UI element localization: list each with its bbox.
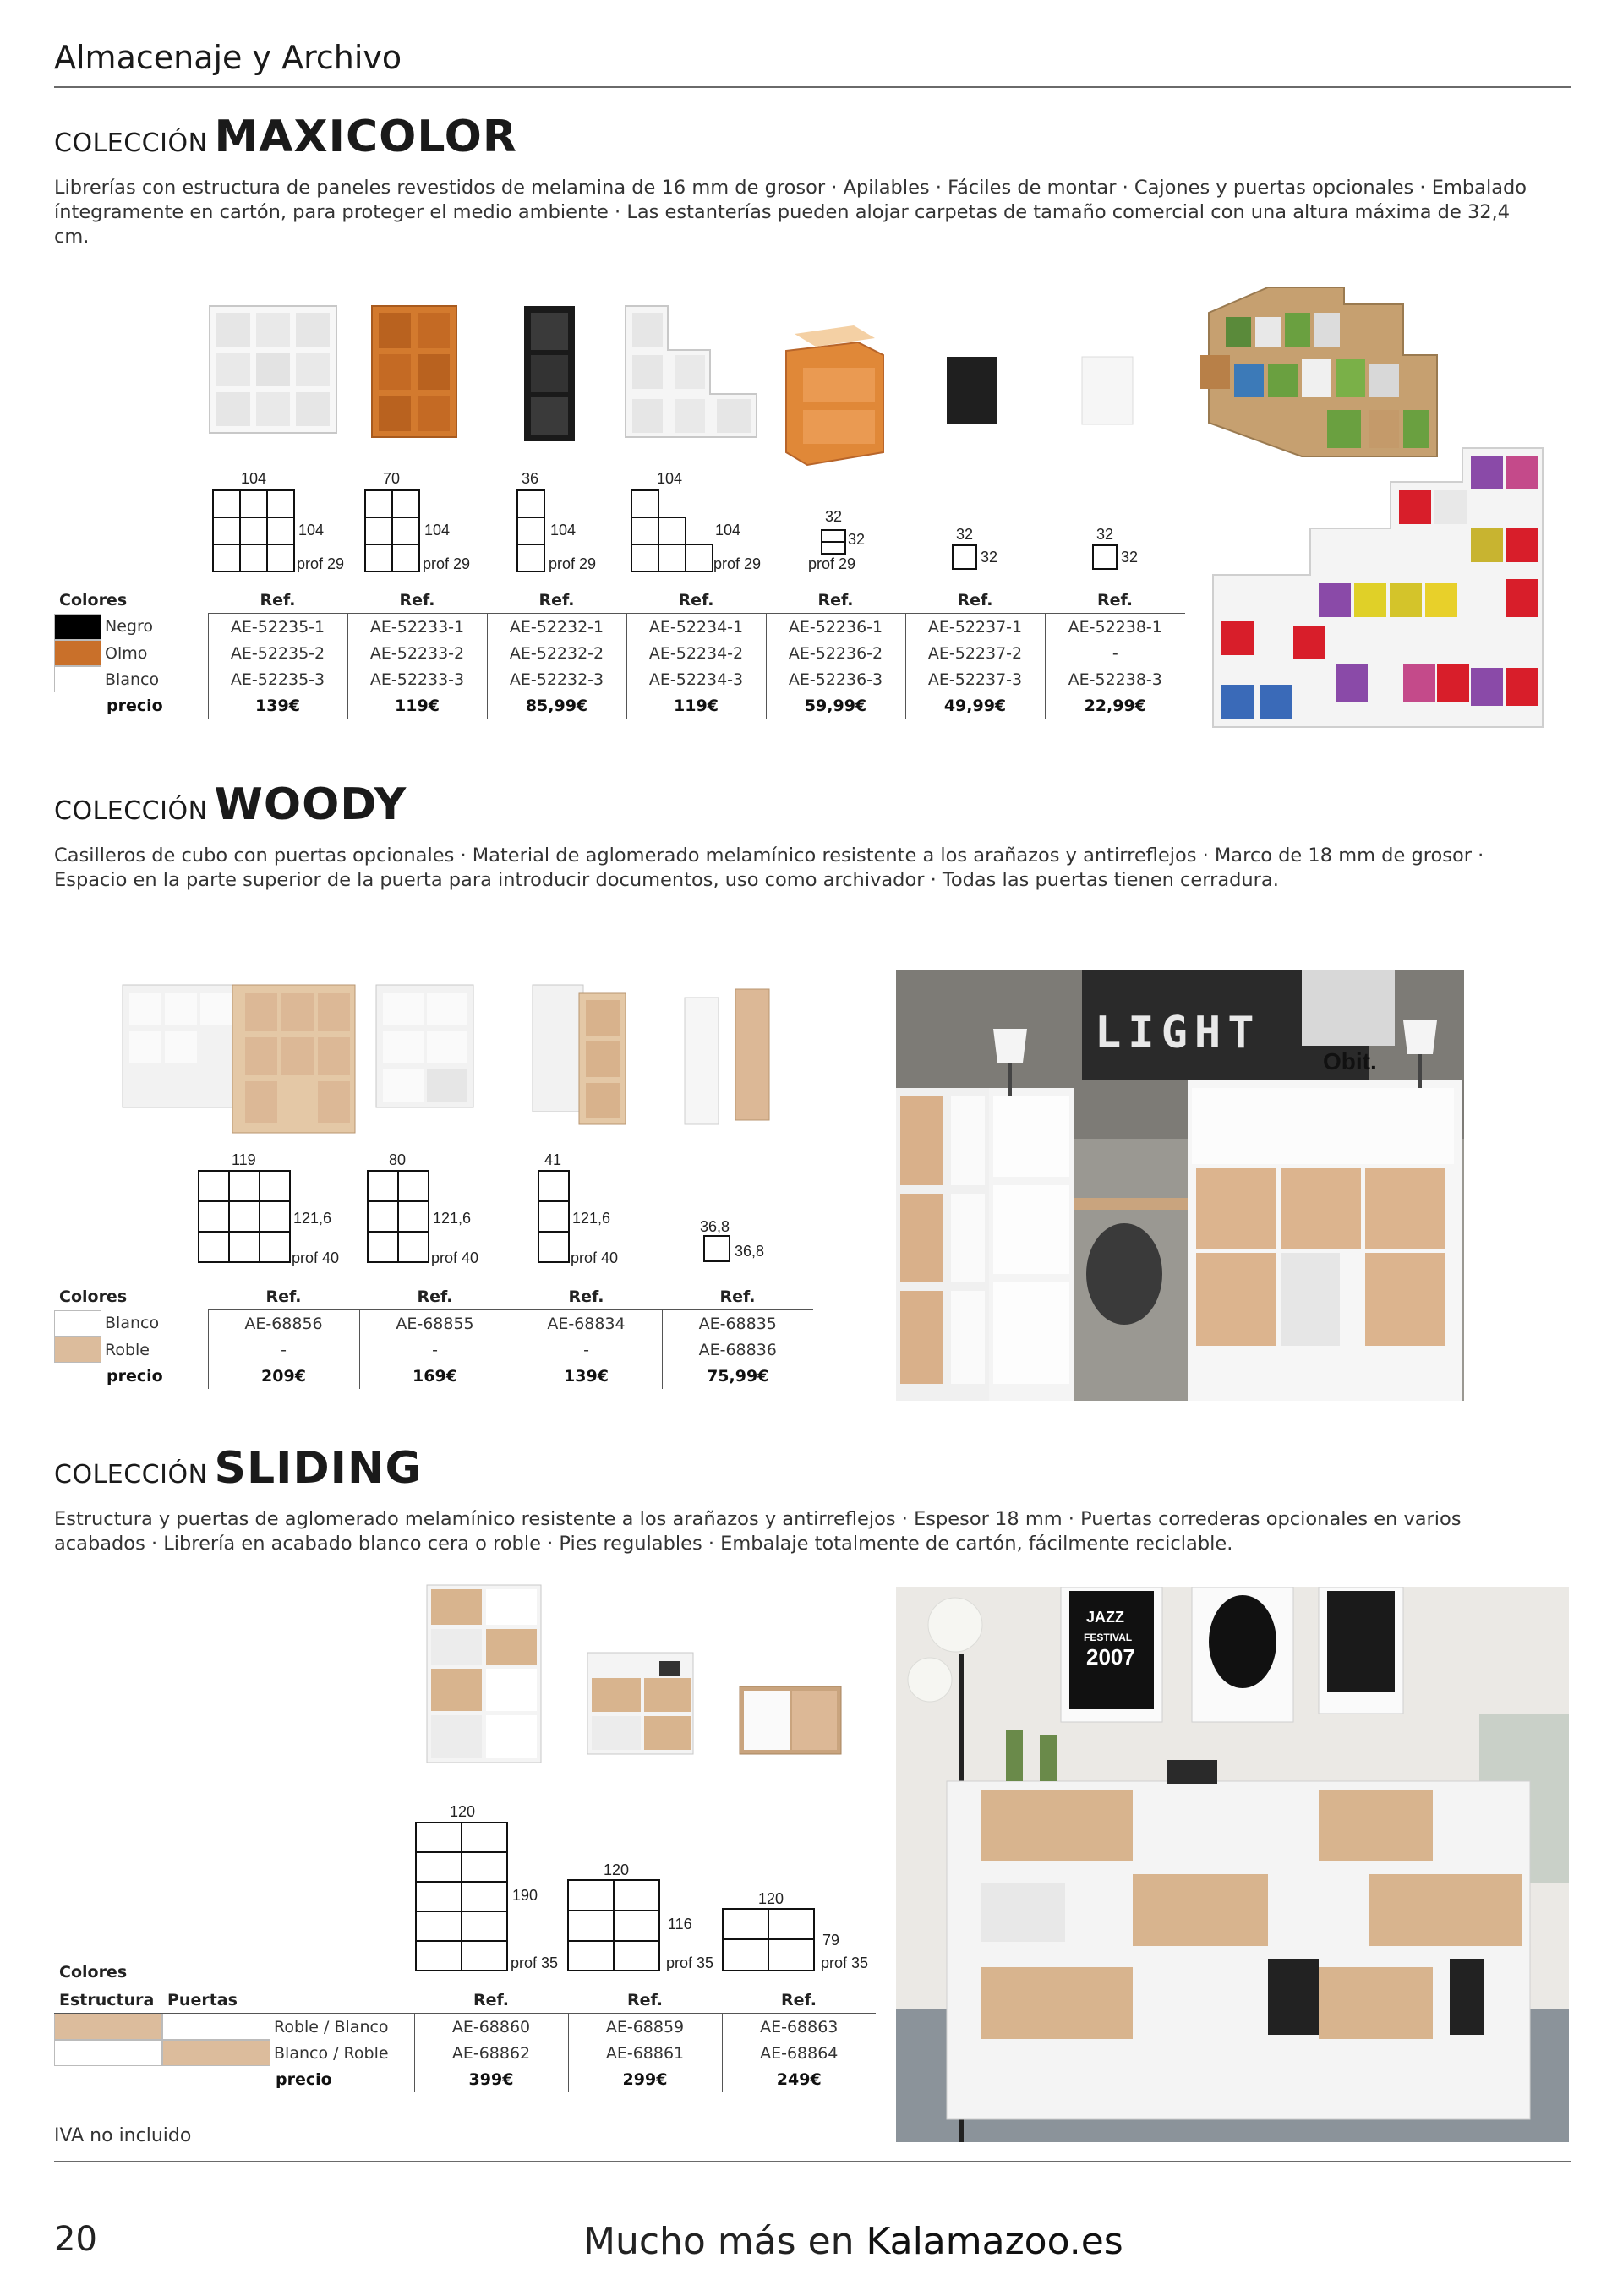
price-row bbox=[54, 1363, 813, 1389]
ref-cell: AE-52238-1 bbox=[1045, 614, 1185, 641]
price-cell: 209€ bbox=[208, 1363, 359, 1389]
dim-height: 104 bbox=[298, 522, 325, 538]
table-row bbox=[54, 1310, 813, 1337]
dim-width: 120 bbox=[758, 1890, 784, 1907]
ref-header: Ref. bbox=[662, 1283, 813, 1310]
ref-cell: AE-52232-1 bbox=[487, 614, 626, 641]
ref-header: Ref. bbox=[626, 587, 766, 614]
price-cell: 75,99€ bbox=[662, 1363, 813, 1389]
table-row bbox=[54, 614, 1185, 641]
structure-swatch-white bbox=[54, 2040, 162, 2066]
photo-sign-light: LIGHT bbox=[1095, 1008, 1261, 1058]
price-cell: 299€ bbox=[568, 2066, 722, 2092]
maxicolor-dimension-diagrams bbox=[203, 486, 1192, 579]
sliding-table bbox=[54, 1987, 876, 2092]
ref-header: Ref. bbox=[487, 587, 626, 614]
ref-cell: AE-68859 bbox=[568, 2014, 722, 2041]
dim-width: 41 bbox=[544, 1151, 562, 1168]
maxicolor-name: MAXICOLOR bbox=[214, 112, 517, 162]
colors-header: Colores bbox=[59, 1963, 128, 1982]
maxicolor-heading bbox=[54, 112, 517, 162]
color-name: Blanco / Roble bbox=[274, 2043, 389, 2063]
structure-header: Estructura bbox=[54, 1987, 162, 2014]
maxicolor-photo-white-stack bbox=[1209, 448, 1547, 740]
ref-cell: AE-52234-1 bbox=[626, 614, 766, 641]
dim-depth: prof 35 bbox=[821, 1954, 869, 1971]
ref-header: Ref. bbox=[347, 587, 487, 614]
poster-text: JAZZ bbox=[1086, 1609, 1124, 1626]
diagram-door-black bbox=[953, 545, 976, 569]
diagram-woody-3 bbox=[538, 1171, 569, 1262]
dim-depth: prof 29 bbox=[423, 555, 471, 572]
table-row bbox=[54, 640, 1185, 666]
ref-cell: AE-52236-2 bbox=[766, 640, 905, 666]
dim-height: 104 bbox=[550, 522, 577, 538]
sliding-description-line: acabados · Librería en acabado blanco cera o roble · Pies regulables · Embalaje totalmente de cartón, fácilmente reciclable. bbox=[54, 1533, 1233, 1555]
woody-office-photo bbox=[896, 970, 1464, 1401]
ref-cell: - bbox=[359, 1337, 511, 1363]
maxicolor-table bbox=[54, 587, 1185, 719]
ref-cell: AE-52236-3 bbox=[766, 666, 905, 692]
ref-header: Ref. bbox=[568, 1987, 722, 2014]
woody-heading bbox=[54, 779, 407, 830]
dim-height: 79 bbox=[822, 1932, 840, 1949]
ref-cell: AE-52237-2 bbox=[905, 640, 1045, 666]
ref-header: Ref. bbox=[722, 1987, 876, 2014]
price-row bbox=[54, 692, 1185, 719]
woody-description-line: Casilleros de cubo con puertas opcionales · Material de aglomerado melamínico resistente a los arañazos y antirreflejos · Marco de 18 mm de grosor · bbox=[54, 845, 1484, 866]
ref-cell: AE-68836 bbox=[662, 1337, 813, 1363]
dim-width: 80 bbox=[389, 1151, 407, 1168]
colors-header: Colores bbox=[59, 1287, 128, 1306]
ref-cell: AE-68860 bbox=[414, 2014, 568, 2041]
sliding-description-line: Estructura y puertas de aglomerado melamínico resistente a los arañazos y antirreflejos · Espesor 18 mm · Puertas correderas opcionales en varios bbox=[54, 1508, 1462, 1530]
dim-height: 116 bbox=[668, 1916, 692, 1932]
price-label: precio bbox=[107, 696, 163, 715]
shelf-3x3-white bbox=[210, 306, 336, 433]
price-cell: 249€ bbox=[722, 2066, 876, 2092]
sliding-bookcase-tall bbox=[427, 1585, 541, 1763]
color-swatch-oak bbox=[54, 1337, 101, 1363]
diagram-stair bbox=[631, 490, 713, 571]
diagram-sliding-low bbox=[723, 1909, 814, 1971]
poster-text: 2007 bbox=[1086, 1644, 1135, 1670]
dim-depth: prof 35 bbox=[666, 1954, 714, 1971]
color-name: Roble / Blanco bbox=[274, 2017, 389, 2036]
footer-tagline-prefix: Mucho más en bbox=[583, 2220, 855, 2263]
dim-width: 120 bbox=[604, 1861, 630, 1878]
shelf-stair-white bbox=[626, 306, 757, 437]
table-row bbox=[54, 666, 1185, 692]
dim-height: 32 bbox=[981, 549, 998, 566]
door-swatch-oak bbox=[162, 2040, 270, 2066]
header-divider bbox=[54, 86, 1571, 88]
price-cell: 85,99€ bbox=[487, 692, 626, 719]
price-cell: 139€ bbox=[208, 692, 347, 719]
shelf-2x3-olmo bbox=[372, 306, 456, 437]
door-swatch-white bbox=[162, 2014, 270, 2040]
dim-height: 121,6 bbox=[293, 1210, 332, 1227]
price-cell: 59,99€ bbox=[766, 692, 905, 719]
ref-cell: AE-68864 bbox=[722, 2040, 876, 2066]
ref-cell: AE-68855 bbox=[359, 1310, 511, 1337]
diagram-sliding-tall bbox=[416, 1823, 507, 1971]
door-white bbox=[1082, 357, 1133, 424]
ref-cell: AE-52232-2 bbox=[487, 640, 626, 666]
dim-height: 104 bbox=[715, 522, 741, 538]
price-cell: 169€ bbox=[359, 1363, 511, 1389]
dim-depth: prof 29 bbox=[808, 555, 856, 572]
dim-width: 104 bbox=[657, 470, 683, 487]
maxicolor-photo-olmo-stack bbox=[1200, 254, 1454, 465]
woody-office-scene bbox=[896, 970, 1464, 1401]
diagram-drawer bbox=[822, 530, 845, 554]
ref-cell: AE-52234-3 bbox=[626, 666, 766, 692]
woody-locker-6 bbox=[376, 985, 473, 1107]
dim-height: 104 bbox=[424, 522, 451, 538]
dim-height: 121,6 bbox=[572, 1210, 611, 1227]
woody-dimension-diagrams bbox=[194, 1167, 786, 1268]
woody-table bbox=[54, 1283, 813, 1389]
sliding-product-images bbox=[423, 1581, 862, 1767]
ref-cell: AE-68863 bbox=[722, 2014, 876, 2041]
color-name: Blanco bbox=[105, 1314, 160, 1333]
ref-cell: AE-52237-1 bbox=[905, 614, 1045, 641]
dim-height: 32 bbox=[848, 531, 866, 548]
color-name: Olmo bbox=[105, 643, 148, 663]
woody-locker-3 bbox=[533, 985, 626, 1124]
ref-header: Ref. bbox=[905, 587, 1045, 614]
sliding-room-photo bbox=[896, 1587, 1569, 2142]
ref-cell: - bbox=[1045, 640, 1185, 666]
dim-depth: prof 29 bbox=[297, 555, 345, 572]
dim-width: 32 bbox=[956, 526, 974, 543]
sliding-bookcase-medium bbox=[587, 1653, 693, 1754]
diagram-sliding-medium bbox=[568, 1880, 659, 1971]
dim-height: 32 bbox=[1121, 549, 1139, 566]
dim-width: 36 bbox=[522, 470, 539, 487]
color-name: Blanco bbox=[105, 670, 160, 689]
ref-cell: AE-68856 bbox=[208, 1310, 359, 1337]
woody-doors bbox=[685, 989, 769, 1124]
color-swatch-white bbox=[54, 666, 101, 692]
section-title: Almacenaje y Archivo bbox=[54, 39, 402, 76]
doors-header: Puertas bbox=[162, 1987, 270, 2014]
ref-header: Ref. bbox=[511, 1283, 662, 1310]
ref-cell: AE-68834 bbox=[511, 1310, 662, 1337]
color-name: Negro bbox=[105, 617, 153, 637]
woody-locker-9 bbox=[123, 985, 355, 1133]
ref-header: Ref. bbox=[1045, 587, 1185, 614]
ref-cell: - bbox=[511, 1337, 662, 1363]
dim-width: 70 bbox=[383, 470, 401, 487]
price-cell: 399€ bbox=[414, 2066, 568, 2092]
sliding-heading bbox=[54, 1443, 422, 1494]
ref-cell: AE-68835 bbox=[662, 1310, 813, 1337]
ref-header: Ref. bbox=[766, 587, 905, 614]
price-cell: 49,99€ bbox=[905, 692, 1045, 719]
price-cell: 119€ bbox=[347, 692, 487, 719]
ref-cell: AE-68862 bbox=[414, 2040, 568, 2066]
diagram-door-white bbox=[1093, 545, 1117, 569]
dim-depth: prof 40 bbox=[571, 1249, 619, 1266]
diagram-2x3 bbox=[365, 490, 419, 571]
color-swatch-white bbox=[54, 1310, 101, 1337]
shelf-1x3-black bbox=[524, 306, 575, 441]
table-row bbox=[54, 2014, 876, 2041]
price-cell: 119€ bbox=[626, 692, 766, 719]
woody-name: WOODY bbox=[214, 779, 407, 830]
price-row bbox=[54, 2066, 876, 2092]
dim-depth: prof 35 bbox=[511, 1954, 559, 1971]
diagram-3x3 bbox=[213, 490, 294, 571]
dim-width: 32 bbox=[825, 508, 843, 525]
maxicolor-label: COLECCIÓN bbox=[54, 128, 208, 158]
ref-cell: AE-52236-1 bbox=[766, 614, 905, 641]
price-cell: 139€ bbox=[511, 1363, 662, 1389]
ref-cell: AE-52234-2 bbox=[626, 640, 766, 666]
ref-cell: AE-68861 bbox=[568, 2040, 722, 2066]
page-number: 20 bbox=[54, 2220, 97, 2259]
ref-cell: AE-52232-3 bbox=[487, 666, 626, 692]
dim-depth: prof 40 bbox=[292, 1249, 340, 1266]
ref-header: Ref. bbox=[208, 1283, 359, 1310]
woody-description-line: Espacio en la parte superior de la puerta para introducir documentos, uso como archivador · Todas las puertas tienen cerradura. bbox=[54, 869, 1279, 891]
ref-cell: AE-52235-2 bbox=[208, 640, 347, 666]
ref-header: Ref. bbox=[359, 1283, 511, 1310]
sliding-description bbox=[54, 1507, 1542, 1556]
footer-tagline bbox=[583, 2220, 1123, 2263]
ref-cell: AE-52235-3 bbox=[208, 666, 347, 692]
dim-height: 190 bbox=[512, 1887, 538, 1904]
color-swatch-black bbox=[54, 614, 101, 640]
diagram-1x3 bbox=[517, 490, 544, 571]
footer-divider bbox=[54, 2161, 1571, 2162]
sliding-name: SLIDING bbox=[214, 1443, 423, 1494]
vat-note: IVA no incluido bbox=[54, 2125, 192, 2146]
footer-site-link[interactable]: Kalamazoo.es bbox=[866, 2220, 1123, 2263]
price-label: precio bbox=[276, 2069, 332, 2089]
sliding-room-scene bbox=[896, 1587, 1569, 2142]
dim-height: 36,8 bbox=[735, 1243, 765, 1260]
table-row bbox=[54, 2040, 876, 2066]
price-label: precio bbox=[107, 1366, 163, 1386]
dim-width: 119 bbox=[232, 1151, 256, 1168]
diagram-woody-9 bbox=[199, 1171, 290, 1262]
dim-width: 104 bbox=[241, 470, 267, 487]
structure-swatch-oak bbox=[54, 2014, 162, 2040]
ref-cell: AE-52235-1 bbox=[208, 614, 347, 641]
sliding-label: COLECCIÓN bbox=[54, 1460, 208, 1490]
photo-brand: Obit. bbox=[1323, 1048, 1377, 1074]
maxicolor-product-images bbox=[194, 287, 1167, 456]
ref-cell: - bbox=[208, 1337, 359, 1363]
color-swatch-olmo bbox=[54, 640, 101, 666]
dim-width: 120 bbox=[450, 1803, 476, 1820]
ref-cell: AE-52233-2 bbox=[347, 640, 487, 666]
dim-width: 32 bbox=[1096, 526, 1114, 543]
dim-height: 121,6 bbox=[433, 1210, 472, 1227]
poster-text: FESTIVAL bbox=[1084, 1632, 1133, 1643]
ref-cell: AE-52233-3 bbox=[347, 666, 487, 692]
price-cell: 22,99€ bbox=[1045, 692, 1185, 719]
ref-cell: AE-52238-3 bbox=[1045, 666, 1185, 692]
door-black bbox=[947, 357, 997, 424]
maxicolor-description-line: íntegramente en cartón, para proteger el medio ambiente · Las estanterías pueden alojar carpetas de tamaño comercial con una altura máxima de 32,4 cm. bbox=[54, 201, 1511, 248]
woody-label: COLECCIÓN bbox=[54, 796, 208, 826]
dim-depth: prof 29 bbox=[713, 555, 762, 572]
woody-description bbox=[54, 844, 1542, 893]
table-row bbox=[54, 1337, 813, 1363]
diagram-woody-6 bbox=[368, 1171, 429, 1262]
ref-cell: AE-52233-1 bbox=[347, 614, 487, 641]
woody-product-images bbox=[118, 964, 795, 1137]
dim-width: 36,8 bbox=[700, 1218, 730, 1235]
drawer-unit-olmo bbox=[786, 325, 883, 465]
maxicolor-description bbox=[54, 176, 1542, 249]
sliding-bookcase-low bbox=[740, 1686, 841, 1754]
color-name: Roble bbox=[105, 1340, 150, 1359]
colors-header: Colores bbox=[59, 590, 128, 610]
maxicolor-description-line: Librerías con estructura de paneles revestidos de melamina de 16 mm de grosor · Apilables · Fáciles de montar · Cajones y puertas opcionales · Embalado bbox=[54, 177, 1527, 199]
ref-header: Ref. bbox=[208, 587, 347, 614]
dim-depth: prof 40 bbox=[431, 1249, 479, 1266]
dim-depth: prof 29 bbox=[549, 555, 597, 572]
ref-header: Ref. bbox=[414, 1987, 568, 2014]
diagram-woody-door bbox=[704, 1236, 730, 1261]
ref-cell: AE-52237-3 bbox=[905, 666, 1045, 692]
